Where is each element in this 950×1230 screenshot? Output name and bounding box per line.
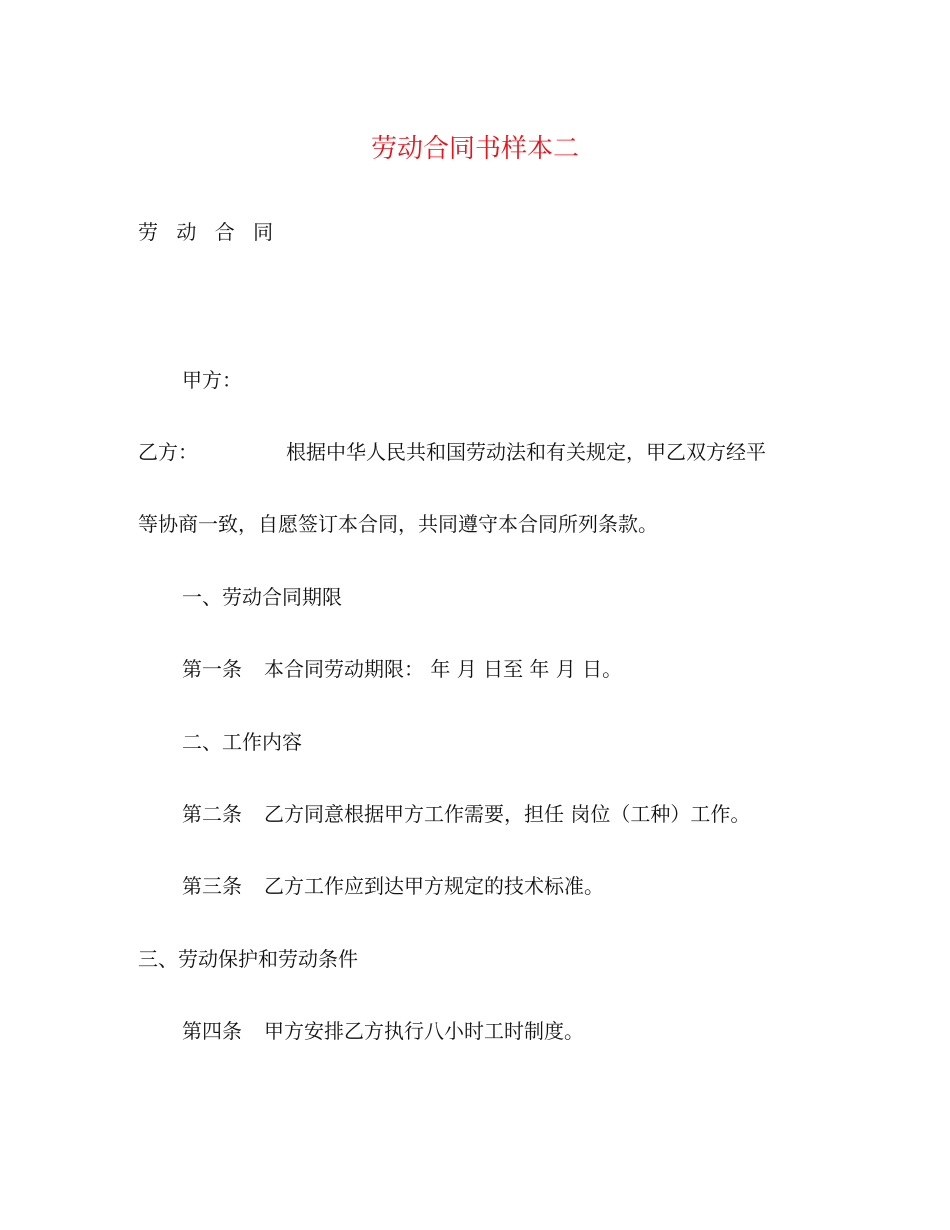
- section-heading-work: 二、工作内容: [182, 730, 302, 754]
- party-b-label: 乙方：: [138, 440, 198, 464]
- party-b-line: [138, 438, 766, 466]
- article-2-text: 乙方同意根据甲方工作需要，担任 岗位（工种）工作。: [264, 802, 751, 826]
- article-1-text: 本合同劳动期限： 年 月 日至 年 月 日。: [264, 657, 623, 681]
- intro-text-line1: 根据中华人民共和国劳动法和有关规定，甲乙双方经平: [286, 440, 766, 464]
- article-3-label: 第三条: [182, 874, 242, 898]
- document-title: 劳动合同书样本二: [370, 134, 579, 164]
- article-4-label: 第四条: [182, 1019, 242, 1043]
- article-1-label: 第一条: [182, 657, 242, 681]
- party-a-label: 甲方：: [182, 368, 242, 392]
- article-1: [182, 655, 622, 683]
- article-3-text: 乙方工作应到达甲方规定的技术标准。: [264, 874, 604, 898]
- article-4-text: 甲方安排乙方执行八小时工时制度。: [264, 1019, 584, 1043]
- section-heading-term: 一、劳动合同期限: [182, 585, 342, 609]
- article-2-label: 第二条: [182, 802, 242, 826]
- article-2: [182, 800, 750, 828]
- article-3: [182, 872, 604, 900]
- section-heading-protection: 三、劳动保护和劳动条件: [138, 947, 358, 971]
- article-4: [182, 1017, 584, 1045]
- contract-heading: 劳 动 合 同: [138, 220, 280, 244]
- intro-text-line2: 等协商一致，自愿签订本合同，共同遵守本合同所列条款。: [138, 512, 658, 536]
